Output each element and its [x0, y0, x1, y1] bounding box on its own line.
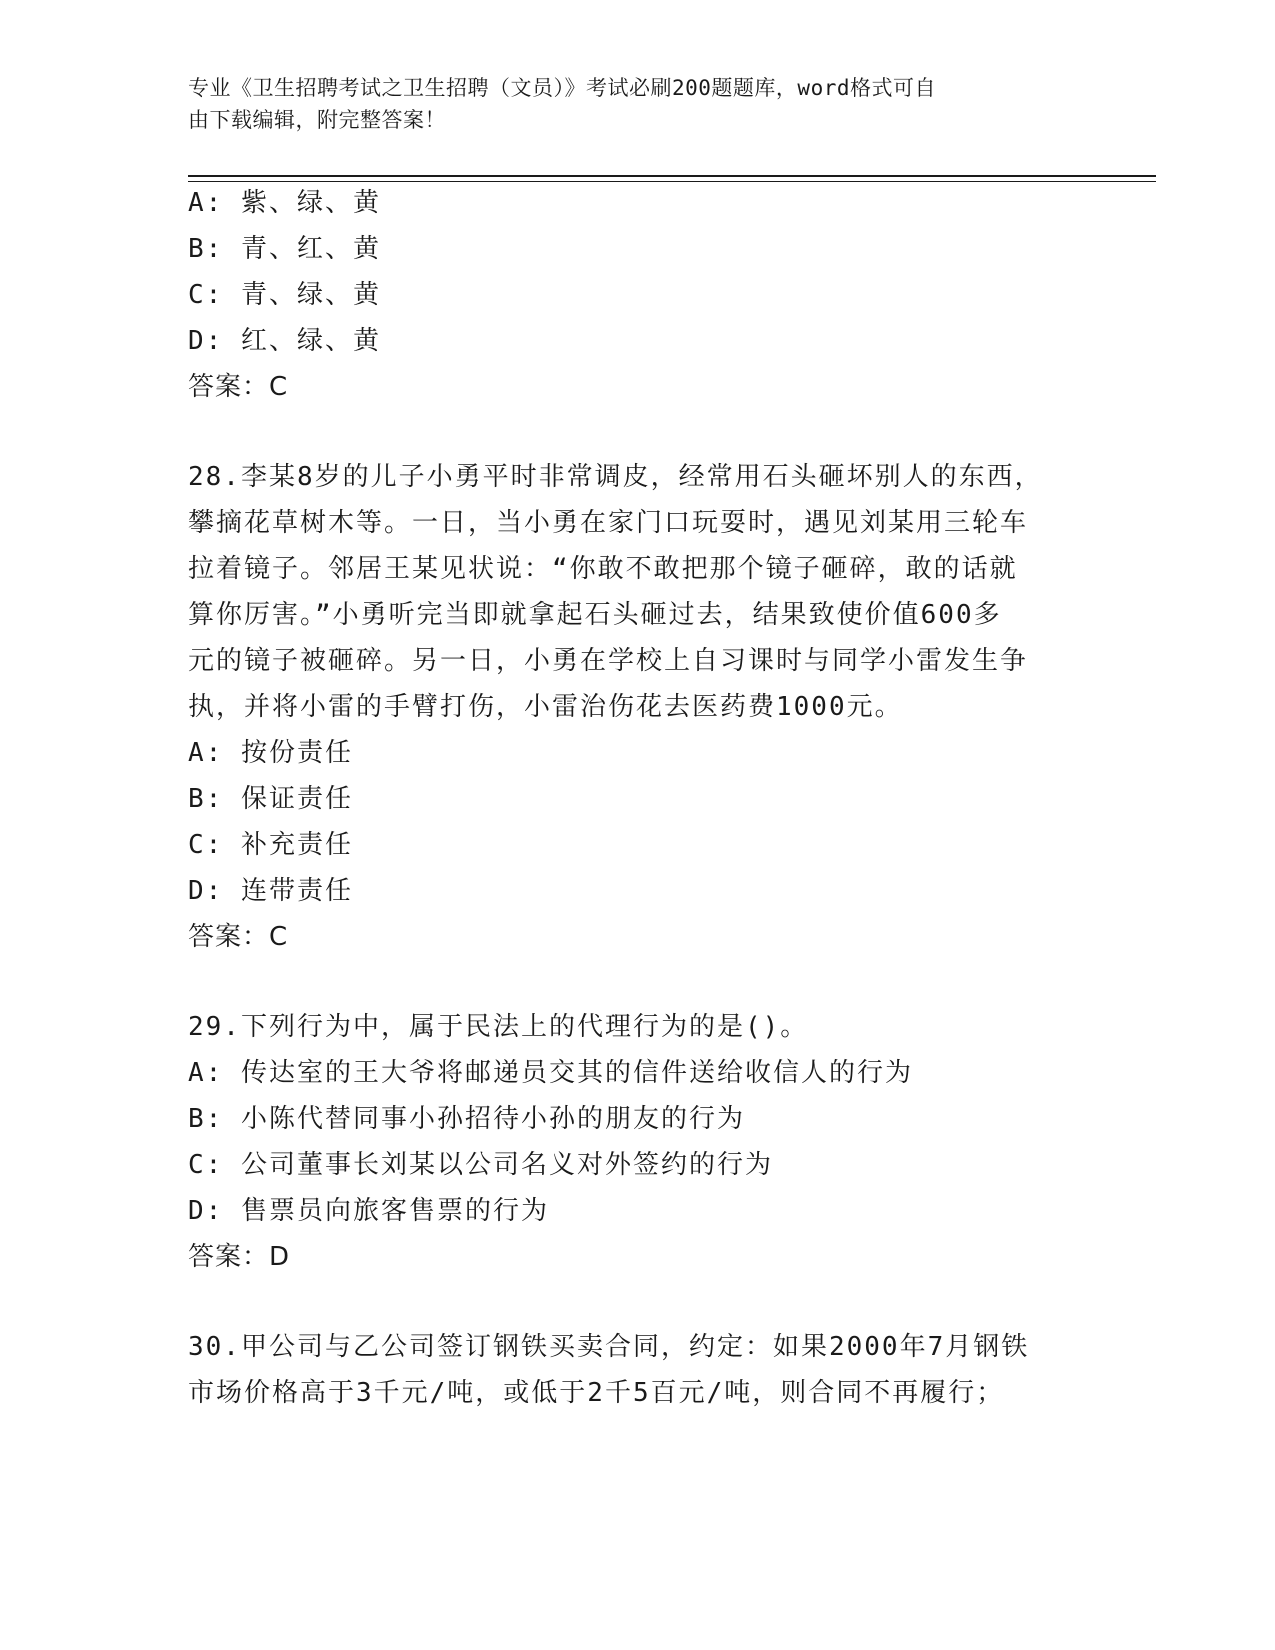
- question-30-block: [188, 1324, 1068, 1416]
- option-b: B: 保证责任: [188, 784, 353, 814]
- option-a: A: 紫、绿、黄: [188, 188, 381, 218]
- header-title-line-1: 专业《卫生招聘考试之卫生招聘（文员）》考试必刷200题题库，word格式可自: [188, 76, 936, 100]
- question-30-line-1: 30.甲公司与乙公司签订钢铁买卖合同，约定：如果2000年7月钢铁: [188, 1332, 1030, 1362]
- option-d: D: 售票员向旅客售票的行为: [188, 1196, 549, 1226]
- option-d: D: 连带责任: [188, 876, 353, 906]
- option-b: B: 青、红、黄: [188, 234, 381, 264]
- question-30-line-2: 市场价格高于3千元/吨，或低于2千5百元/吨，则合同不再履行；: [188, 1378, 1005, 1408]
- question-28-line-1: 28.李某8岁的儿子小勇平时非常调皮，经常用石头砸坏别人的东西，: [188, 462, 1043, 492]
- header-rule-thick: [188, 175, 1156, 177]
- question-29-block: [188, 1004, 1068, 1280]
- question-29-text: 29.下列行为中，属于民法上的代理行为的是()。: [188, 1012, 809, 1042]
- question-content: [188, 180, 1068, 1416]
- answer-line: 答案：C: [188, 372, 289, 402]
- prev-question-block: [188, 180, 1068, 410]
- question-28-line-3: 拉着镜子。邻居王某见状说：“你敢不敢把那个镜子砸碎，敢的话就: [188, 554, 1018, 584]
- document-header: [188, 72, 1068, 136]
- option-b: B: 小陈代替同事小孙招待小孙的朋友的行为: [188, 1104, 745, 1134]
- question-28-line-6: 执，并将小雷的手臂打伤，小雷治伤花去医药费1000元。: [188, 692, 903, 722]
- option-d: D: 红、绿、黄: [188, 326, 381, 356]
- option-c: C: 青、绿、黄: [188, 280, 381, 310]
- answer-line: 答案：D: [188, 1242, 291, 1272]
- question-28-line-4: 算你厉害。”小勇听完当即就拿起石头砸过去，结果致使价值600多: [188, 600, 1002, 630]
- answer-line: 答案：C: [188, 922, 289, 952]
- option-a: A: 按份责任: [188, 738, 353, 768]
- option-a: A: 传达室的王大爷将邮递员交其的信件送给收信人的行为: [188, 1058, 913, 1088]
- header-title-line-2: 由下载编辑，附完整答案！: [188, 108, 446, 132]
- question-28-line-2: 攀摘花草树木等。一日，当小勇在家门口玩耍时，遇见刘某用三轮车: [188, 508, 1029, 538]
- question-28-line-5: 元的镜子被砸碎。另一日，小勇在学校上自习课时与同学小雷发生争: [188, 646, 1029, 676]
- option-c: C: 补充责任: [188, 830, 353, 860]
- question-28-block: [188, 454, 1068, 960]
- option-c: C: 公司董事长刘某以公司名义对外签约的行为: [188, 1150, 773, 1180]
